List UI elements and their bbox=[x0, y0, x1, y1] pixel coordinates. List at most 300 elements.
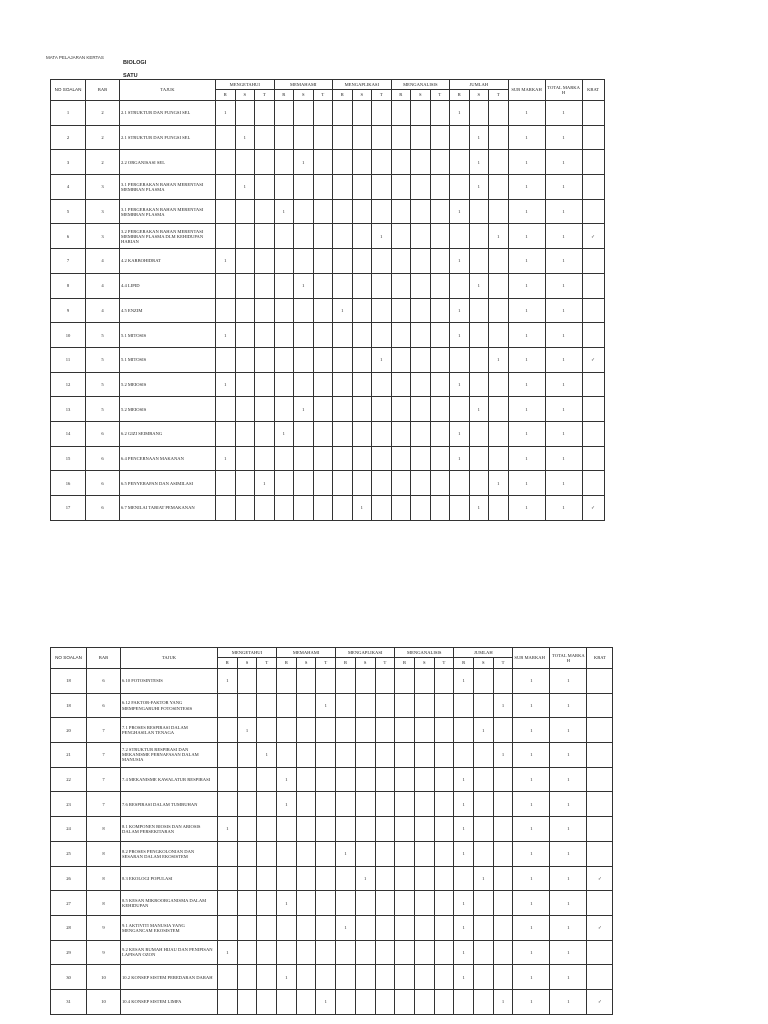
col-no-soalan: NO SOALAN bbox=[51, 648, 87, 669]
mark-cell bbox=[277, 817, 297, 842]
total-markah-cell: 1 bbox=[545, 249, 582, 274]
mark-cell bbox=[336, 792, 356, 817]
mark-cell bbox=[257, 940, 277, 965]
mark-cell bbox=[473, 891, 493, 916]
mark-cell: 1 bbox=[450, 101, 470, 126]
mark-cell bbox=[316, 718, 336, 743]
mark-cell bbox=[391, 496, 411, 521]
mark-cell bbox=[411, 421, 431, 446]
mark-cell bbox=[333, 150, 353, 175]
mark-cell bbox=[473, 915, 493, 940]
mark-cell bbox=[274, 298, 294, 323]
mark-cell bbox=[372, 372, 392, 397]
mark-cell bbox=[235, 101, 255, 126]
mark-cell bbox=[257, 891, 277, 916]
mark-cell bbox=[255, 446, 275, 471]
sub-markah-cell: 1 bbox=[508, 298, 545, 323]
topic-cell: 8.3 EKOLOGI POPULASI bbox=[121, 866, 218, 891]
mark-cell: 1 bbox=[454, 792, 474, 817]
mark-cell bbox=[296, 915, 316, 940]
mark-cell bbox=[313, 273, 333, 298]
mark-cell bbox=[375, 718, 395, 743]
mark-cell bbox=[296, 693, 316, 718]
col-group-memahami: MEMAHAMI bbox=[274, 80, 333, 90]
mark-cell bbox=[489, 298, 509, 323]
col-group-jumlah: JUMLAH bbox=[454, 648, 513, 658]
question-number: 27 bbox=[51, 891, 87, 916]
kbat-check bbox=[582, 446, 604, 471]
mark-cell bbox=[274, 397, 294, 422]
kbat-check bbox=[587, 817, 613, 842]
mark-cell bbox=[493, 669, 513, 694]
mark-cell bbox=[352, 101, 372, 126]
level-header: S bbox=[355, 658, 375, 669]
total-markah-cell: 1 bbox=[545, 446, 582, 471]
sub-markah-cell: 1 bbox=[508, 397, 545, 422]
mark-cell bbox=[489, 150, 509, 175]
mark-cell bbox=[395, 817, 415, 842]
mark-cell bbox=[450, 273, 470, 298]
mark-cell bbox=[414, 792, 434, 817]
kbat-check: ✓ bbox=[587, 915, 613, 940]
question-number: 1 bbox=[51, 101, 86, 126]
chapter-number: 8 bbox=[87, 817, 121, 842]
mark-cell: 1 bbox=[454, 841, 474, 866]
mark-cell bbox=[391, 249, 411, 274]
mark-cell bbox=[294, 347, 314, 372]
sub-markah-cell: 1 bbox=[513, 915, 550, 940]
col-group-menganalisis: MENGANALISIS bbox=[391, 80, 450, 90]
mark-cell bbox=[352, 397, 372, 422]
chapter-number: 6 bbox=[87, 669, 121, 694]
mark-cell bbox=[274, 446, 294, 471]
sub-markah-cell: 1 bbox=[513, 866, 550, 891]
mark-cell bbox=[489, 496, 509, 521]
table-row bbox=[51, 718, 613, 743]
level-header: T bbox=[493, 658, 513, 669]
mark-cell bbox=[493, 915, 513, 940]
sub-markah-cell: 1 bbox=[513, 965, 550, 990]
table-row bbox=[51, 496, 605, 521]
table-row bbox=[51, 817, 613, 842]
kbat-check bbox=[587, 965, 613, 990]
total-markah-cell: 1 bbox=[550, 940, 587, 965]
mark-cell bbox=[235, 421, 255, 446]
mark-cell bbox=[375, 693, 395, 718]
mark-cell bbox=[294, 421, 314, 446]
mark-cell: 1 bbox=[473, 866, 493, 891]
col-no-soalan: NO SOALAN bbox=[51, 80, 86, 101]
mark-cell bbox=[216, 496, 236, 521]
table-row bbox=[51, 792, 613, 817]
mark-cell bbox=[257, 792, 277, 817]
total-markah-cell: 1 bbox=[550, 693, 587, 718]
topic-cell: 2.2 ORGANISASI SEL bbox=[120, 150, 216, 175]
mark-cell: 1 bbox=[454, 915, 474, 940]
mark-cell bbox=[391, 421, 411, 446]
table-row bbox=[51, 372, 605, 397]
mark-cell bbox=[355, 841, 375, 866]
chapter-number: 10 bbox=[87, 965, 121, 990]
mark-cell bbox=[391, 199, 411, 224]
mark-cell bbox=[355, 915, 375, 940]
mark-cell bbox=[372, 150, 392, 175]
mark-cell bbox=[430, 421, 450, 446]
level-header: R bbox=[274, 90, 294, 101]
mark-cell bbox=[434, 841, 454, 866]
mark-cell bbox=[237, 841, 257, 866]
mark-cell bbox=[469, 249, 489, 274]
mark-cell bbox=[391, 125, 411, 150]
mark-cell bbox=[336, 743, 356, 768]
mark-cell bbox=[395, 915, 415, 940]
mark-cell bbox=[430, 347, 450, 372]
sub-markah-cell: 1 bbox=[508, 249, 545, 274]
mark-cell: 1 bbox=[277, 767, 297, 792]
mark-cell bbox=[473, 669, 493, 694]
mark-cell bbox=[313, 175, 333, 200]
topic-cell: 7.6 RESPIRASI DALAM TUMBUHAN bbox=[121, 792, 218, 817]
paper-number: SATU bbox=[123, 73, 138, 77]
chapter-number: 7 bbox=[87, 767, 121, 792]
kbat-check bbox=[587, 891, 613, 916]
mark-cell bbox=[395, 965, 415, 990]
mark-cell bbox=[454, 866, 474, 891]
topic-cell: 7.2 STRUKTUR RESPIRASI DAN MEKANISME PERNAFASAN DALAM MANUSIA bbox=[121, 743, 218, 768]
mark-cell bbox=[434, 718, 454, 743]
sub-markah-cell: 1 bbox=[513, 693, 550, 718]
mark-cell bbox=[473, 792, 493, 817]
mark-cell bbox=[316, 743, 336, 768]
col-bab: BAB bbox=[87, 648, 121, 669]
question-number: 25 bbox=[51, 841, 87, 866]
mark-cell: 1 bbox=[489, 471, 509, 496]
mark-cell bbox=[375, 792, 395, 817]
mark-cell bbox=[216, 421, 236, 446]
mark-cell bbox=[414, 891, 434, 916]
sub-markah-cell: 1 bbox=[513, 817, 550, 842]
sub-markah-cell: 1 bbox=[508, 372, 545, 397]
mark-cell bbox=[493, 965, 513, 990]
mark-cell bbox=[216, 125, 236, 150]
mark-cell bbox=[391, 101, 411, 126]
mark-cell bbox=[274, 273, 294, 298]
level-header: R bbox=[450, 90, 470, 101]
mark-cell: 1 bbox=[336, 841, 356, 866]
mark-cell bbox=[274, 224, 294, 249]
header-label: MATA PELAJARAN KERTAS bbox=[46, 55, 104, 60]
mark-cell bbox=[274, 471, 294, 496]
mark-cell bbox=[375, 669, 395, 694]
mark-cell bbox=[333, 323, 353, 348]
mark-cell: 1 bbox=[294, 150, 314, 175]
mark-cell bbox=[395, 940, 415, 965]
mark-cell bbox=[336, 767, 356, 792]
chapter-number: 5 bbox=[86, 372, 120, 397]
total-markah-cell: 1 bbox=[545, 397, 582, 422]
mark-cell bbox=[434, 989, 454, 1014]
mark-cell bbox=[333, 446, 353, 471]
mark-cell bbox=[355, 989, 375, 1014]
mark-cell bbox=[469, 101, 489, 126]
mark-cell bbox=[313, 249, 333, 274]
level-header: T bbox=[316, 658, 336, 669]
sub-markah-cell: 1 bbox=[513, 841, 550, 866]
chapter-number: 6 bbox=[87, 693, 121, 718]
table-row bbox=[51, 446, 605, 471]
mark-cell bbox=[274, 125, 294, 150]
sub-markah-cell: 1 bbox=[513, 940, 550, 965]
mark-cell bbox=[333, 249, 353, 274]
subject-title: BIOLOGI bbox=[123, 60, 147, 66]
mark-cell: 1 bbox=[216, 249, 236, 274]
total-markah-cell: 1 bbox=[550, 915, 587, 940]
table-row bbox=[51, 175, 605, 200]
mark-cell bbox=[411, 496, 431, 521]
sub-markah-cell: 1 bbox=[513, 669, 550, 694]
topic-cell: 8.1 KOMPONEN BIOSIS DAN ABIOSIS DALAM PERSEKITARAN bbox=[121, 817, 218, 842]
mark-cell bbox=[296, 743, 316, 768]
mark-cell bbox=[352, 446, 372, 471]
mark-cell bbox=[257, 841, 277, 866]
mark-cell: 1 bbox=[450, 372, 470, 397]
mark-cell bbox=[216, 175, 236, 200]
total-markah-cell: 1 bbox=[545, 101, 582, 126]
mark-cell: 1 bbox=[216, 323, 236, 348]
mark-cell bbox=[375, 841, 395, 866]
mark-cell: 1 bbox=[218, 669, 238, 694]
question-number: 9 bbox=[51, 298, 86, 323]
sub-markah-cell: 1 bbox=[513, 718, 550, 743]
mark-cell bbox=[355, 743, 375, 768]
question-number: 23 bbox=[51, 792, 87, 817]
mark-cell bbox=[316, 891, 336, 916]
total-markah-cell: 1 bbox=[545, 323, 582, 348]
mark-cell bbox=[237, 891, 257, 916]
level-header: R bbox=[277, 658, 297, 669]
mark-cell bbox=[414, 693, 434, 718]
sub-markah-cell: 1 bbox=[508, 347, 545, 372]
table-row bbox=[51, 323, 605, 348]
mark-cell: 1 bbox=[216, 446, 236, 471]
col-group-mengetahui: MENGETAHUI bbox=[216, 80, 275, 90]
mark-cell bbox=[414, 841, 434, 866]
chapter-number: 7 bbox=[87, 743, 121, 768]
mark-cell bbox=[255, 175, 275, 200]
mark-cell: 1 bbox=[469, 175, 489, 200]
mark-cell: 1 bbox=[493, 989, 513, 1014]
table-row bbox=[51, 125, 605, 150]
col-sub-markah: SUB MARKAH bbox=[513, 648, 550, 669]
mark-cell bbox=[313, 150, 333, 175]
mark-cell: 1 bbox=[316, 989, 336, 1014]
topic-cell: 8.2 PROSES PENGKOLONIAN DAN SESARAN DALAM EKOSISTEM bbox=[121, 841, 218, 866]
col-group-mengaplikasi: MENGAPLIKASI bbox=[333, 80, 392, 90]
mark-cell bbox=[414, 915, 434, 940]
kbat-check bbox=[587, 792, 613, 817]
mark-cell bbox=[395, 718, 415, 743]
mark-cell bbox=[391, 372, 411, 397]
mark-cell bbox=[411, 323, 431, 348]
mark-cell bbox=[430, 273, 450, 298]
mark-cell bbox=[313, 397, 333, 422]
mark-cell bbox=[372, 421, 392, 446]
mark-cell bbox=[316, 817, 336, 842]
total-markah-cell: 1 bbox=[550, 989, 587, 1014]
mark-cell bbox=[316, 767, 336, 792]
level-header: T bbox=[375, 658, 395, 669]
mark-cell bbox=[434, 743, 454, 768]
mark-cell bbox=[277, 940, 297, 965]
mark-cell bbox=[333, 372, 353, 397]
table-row bbox=[51, 891, 613, 916]
total-markah-cell: 1 bbox=[545, 224, 582, 249]
mark-cell bbox=[296, 718, 316, 743]
mark-cell: 1 bbox=[216, 101, 236, 126]
mark-cell bbox=[313, 125, 333, 150]
mark-cell: 1 bbox=[277, 891, 297, 916]
mark-cell bbox=[277, 693, 297, 718]
kbat-check bbox=[582, 397, 604, 422]
mark-cell bbox=[473, 989, 493, 1014]
level-header: S bbox=[352, 90, 372, 101]
mark-cell bbox=[274, 323, 294, 348]
mark-cell bbox=[430, 224, 450, 249]
mark-cell bbox=[375, 891, 395, 916]
mark-cell bbox=[434, 792, 454, 817]
table-row bbox=[51, 989, 613, 1014]
mark-cell bbox=[372, 125, 392, 150]
mark-cell bbox=[411, 298, 431, 323]
total-markah-cell: 1 bbox=[545, 496, 582, 521]
level-header: T bbox=[313, 90, 333, 101]
mark-cell bbox=[216, 199, 236, 224]
mark-cell: 1 bbox=[372, 347, 392, 372]
mark-cell bbox=[352, 347, 372, 372]
mark-cell bbox=[493, 891, 513, 916]
mark-cell bbox=[411, 125, 431, 150]
mark-cell: 1 bbox=[493, 693, 513, 718]
mark-cell bbox=[255, 298, 275, 323]
mark-cell: 1 bbox=[473, 718, 493, 743]
mark-cell bbox=[352, 150, 372, 175]
mark-cell bbox=[274, 101, 294, 126]
sub-markah-cell: 1 bbox=[508, 446, 545, 471]
mark-cell bbox=[235, 323, 255, 348]
mark-cell bbox=[255, 397, 275, 422]
table-row bbox=[51, 150, 605, 175]
mark-cell bbox=[336, 989, 356, 1014]
mark-cell: 1 bbox=[274, 421, 294, 446]
mark-cell bbox=[434, 817, 454, 842]
mark-cell bbox=[294, 471, 314, 496]
topic-cell: 8.5 KESAN MIKROORGANISMA DALAM KEHIDUPAN bbox=[121, 891, 218, 916]
mark-cell bbox=[414, 965, 434, 990]
mark-cell bbox=[316, 915, 336, 940]
mark-cell: 1 bbox=[489, 347, 509, 372]
mark-cell bbox=[218, 693, 238, 718]
mark-cell bbox=[375, 767, 395, 792]
mark-cell bbox=[430, 249, 450, 274]
table-row bbox=[51, 397, 605, 422]
mark-cell bbox=[216, 224, 236, 249]
mark-cell bbox=[391, 323, 411, 348]
mark-cell bbox=[257, 989, 277, 1014]
topic-cell: 4.4 LIPID bbox=[120, 273, 216, 298]
col-tajuk: TAJUK bbox=[120, 80, 216, 101]
mark-cell bbox=[313, 372, 333, 397]
mark-cell bbox=[296, 891, 316, 916]
mark-cell bbox=[469, 372, 489, 397]
mark-cell bbox=[372, 273, 392, 298]
mark-cell bbox=[257, 915, 277, 940]
total-markah-cell: 1 bbox=[550, 767, 587, 792]
mark-cell bbox=[255, 421, 275, 446]
mark-cell bbox=[473, 841, 493, 866]
mark-cell bbox=[237, 767, 257, 792]
mark-cell bbox=[257, 669, 277, 694]
mark-cell bbox=[411, 199, 431, 224]
mark-cell bbox=[430, 446, 450, 471]
mark-cell: 1 bbox=[255, 471, 275, 496]
topic-cell: 9.2 KESAN RUMAH HIJAU DAN PENIPISAN LAPISAN OZON bbox=[121, 940, 218, 965]
mark-cell bbox=[336, 693, 356, 718]
mark-cell bbox=[274, 496, 294, 521]
mark-cell bbox=[313, 298, 333, 323]
mark-cell bbox=[336, 965, 356, 990]
mark-cell bbox=[235, 496, 255, 521]
col-total-markah: TOTAL MARKA H bbox=[545, 80, 582, 101]
mark-cell bbox=[352, 471, 372, 496]
mark-cell bbox=[277, 841, 297, 866]
topic-cell: 3.1 PERGERAKAN BAHAN MERENTASI MEMBRAN PLASMA bbox=[120, 175, 216, 200]
level-header: S bbox=[235, 90, 255, 101]
level-header: S bbox=[411, 90, 431, 101]
mark-cell bbox=[277, 989, 297, 1014]
mark-cell bbox=[372, 397, 392, 422]
level-header: T bbox=[430, 90, 450, 101]
mark-cell bbox=[255, 323, 275, 348]
mark-cell bbox=[372, 199, 392, 224]
topic-cell: 2.1 STRUKTUR DAN FUNGSI SEL bbox=[120, 125, 216, 150]
mark-cell bbox=[395, 792, 415, 817]
mark-cell bbox=[294, 496, 314, 521]
mark-cell bbox=[489, 372, 509, 397]
mark-cell bbox=[411, 347, 431, 372]
question-number: 31 bbox=[51, 989, 87, 1014]
mark-cell bbox=[294, 101, 314, 126]
table-row bbox=[51, 669, 613, 694]
mark-cell bbox=[237, 669, 257, 694]
total-markah-cell: 1 bbox=[550, 792, 587, 817]
mark-cell bbox=[430, 101, 450, 126]
mark-cell bbox=[257, 767, 277, 792]
mark-cell: 1 bbox=[277, 965, 297, 990]
mark-cell bbox=[257, 693, 277, 718]
sub-markah-cell: 1 bbox=[508, 125, 545, 150]
mark-cell bbox=[316, 965, 336, 990]
col-group-mengetahui: MENGETAHUI bbox=[218, 648, 277, 658]
total-markah-cell: 1 bbox=[550, 891, 587, 916]
total-markah-cell: 1 bbox=[550, 965, 587, 990]
col-group-menganalisis: MENGANALISIS bbox=[395, 648, 454, 658]
question-number: 15 bbox=[51, 446, 86, 471]
mark-cell bbox=[336, 669, 356, 694]
mark-cell bbox=[316, 866, 336, 891]
mark-cell bbox=[414, 940, 434, 965]
mark-cell bbox=[430, 372, 450, 397]
kbat-check: ✓ bbox=[587, 989, 613, 1014]
